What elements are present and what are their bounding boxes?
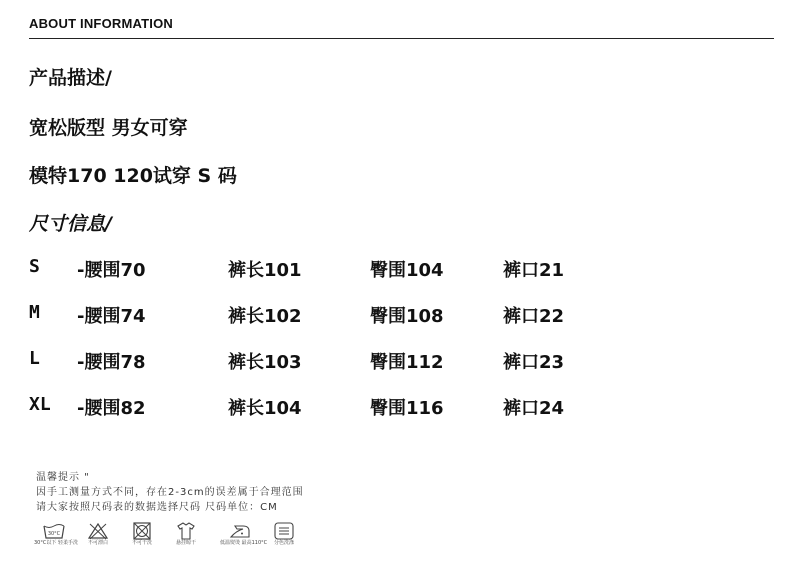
section-header-title: ABOUT INFORMATION (29, 16, 173, 31)
waist-value: -腰围82 (77, 398, 146, 419)
hem-value: 裤口22 (503, 306, 565, 327)
tips-line-2: 请大家按照尺码表的数据选择尺码 尺码单位：CM (36, 502, 278, 513)
size-row-s (29, 256, 729, 280)
size-row-l (29, 348, 729, 372)
care-label: 低温熨烫 最高110°C (220, 540, 268, 546)
section-header (29, 16, 774, 39)
waist-value: -腰围70 (77, 260, 146, 281)
iron-low-icon (228, 522, 252, 540)
tips-title: 温馨提示 " (36, 472, 90, 483)
size-label: XL (29, 394, 51, 415)
hang-dry-icon (174, 522, 198, 540)
care-label: 悬挂晾干 (175, 540, 196, 546)
tips-line-1: 因手工测量方式不同，存在2-3cm的误差属于合理范围 (36, 487, 304, 498)
hem-value: 裤口21 (503, 260, 565, 281)
care-label: 不可漂白 (87, 540, 108, 546)
length-value: 裤长104 (228, 398, 302, 419)
product-fit: 宽松版型 男女可穿 (29, 117, 188, 139)
product-heading: 产品描述/ (29, 67, 112, 89)
size-heading: 尺寸信息/ (29, 213, 112, 235)
care-label: 不可干洗 (131, 540, 152, 546)
size-label: M (29, 302, 40, 323)
care-label: 分色洗涤 (273, 540, 294, 546)
size-row-m (29, 302, 729, 326)
care-item (34, 522, 78, 546)
care-item (264, 522, 304, 546)
svg-text:30°C: 30°C (47, 531, 61, 537)
size-row-xl (29, 394, 729, 418)
tips-block (36, 470, 304, 515)
care-item (122, 522, 162, 546)
waist-value: -腰围78 (77, 352, 146, 373)
length-value: 裤长103 (228, 352, 302, 373)
no-bleach-icon (86, 522, 110, 540)
care-icons (34, 522, 304, 562)
hip-value: 臀围104 (370, 260, 444, 281)
waist-value: -腰围74 (77, 306, 146, 327)
length-value: 裤长101 (228, 260, 302, 281)
care-item (166, 522, 206, 546)
hip-value: 臀围108 (370, 306, 444, 327)
hip-value: 臀围112 (370, 352, 444, 373)
hem-value: 裤口24 (503, 398, 565, 419)
size-label: S (29, 256, 40, 277)
care-item (220, 522, 268, 546)
hip-value: 臀围116 (370, 398, 444, 419)
wash-separately-icon (272, 522, 296, 540)
size-label: L (29, 348, 40, 369)
wash-30-icon (42, 522, 66, 540)
length-value: 裤长102 (228, 306, 302, 327)
care-item (78, 522, 118, 546)
care-label: 30°C以下 轻柔手洗 (34, 540, 78, 546)
model-info: 模特170 120试穿 S 码 (29, 165, 237, 187)
no-tumble-dry-icon (130, 522, 154, 540)
hem-value: 裤口23 (503, 352, 565, 373)
